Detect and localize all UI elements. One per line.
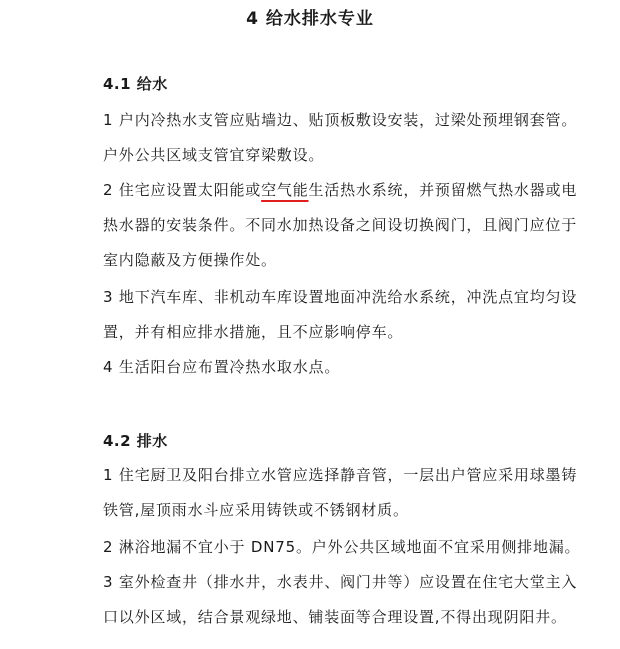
paragraph-line-highlighted	[103, 180, 577, 200]
section-heading-water-supply: 4.1 给水	[103, 75, 168, 93]
paragraph-line: 铁管,屋顶雨水斗应采用铸铁或不锈钢材质。	[103, 501, 409, 519]
page-title: 4 给水排水专业	[246, 9, 374, 29]
paragraph-line: 1 住宅厨卫及阳台排立水管应选择静音管，一层出户管应采用球墨铸	[103, 466, 578, 484]
paragraph-line: 1 户内冷热水支管应贴墙边、贴顶板敷设安装，过梁处预埋钢套管。	[103, 111, 578, 129]
paragraph-line: 室内隐蔽及方便操作处。	[103, 251, 277, 269]
paragraph-line: 2 淋浴地漏不宜小于 DN75。户外公共区域地面不宜采用侧排地漏。	[103, 538, 581, 556]
paragraph-line: 4 生活阳台应布置冷热水取水点。	[103, 358, 341, 376]
paragraph-line: 热水器的安装条件。不同水加热设备之间设切换阀门，且阀门应位于	[103, 216, 578, 234]
underlined-term: 空气能	[261, 181, 309, 199]
line-text-after: 生活热水系统，并预留燃气热水器或电	[308, 181, 578, 199]
line-text-before: 2 住宅应设置太阳能或	[103, 181, 262, 199]
paragraph-line: 户外公共区域支管宜穿梁敷设。	[103, 146, 325, 164]
section-heading-drainage: 4.2 排水	[103, 432, 168, 450]
paragraph-line: 3 地下汽车库、非机动车库设置地面冲洗给水系统，冲洗点宜均匀设	[103, 288, 578, 306]
paragraph-line: 3 室外检查井（排水井，水表井、阀门井等）应设置在住宅大堂主入	[103, 573, 578, 591]
paragraph-line: 置，并有相应排水措施，且不应影响停车。	[103, 323, 404, 341]
paragraph-line: 口以外区域，结合景观绿地、铺装面等合理设置,不得出现阴阳井。	[103, 608, 567, 626]
